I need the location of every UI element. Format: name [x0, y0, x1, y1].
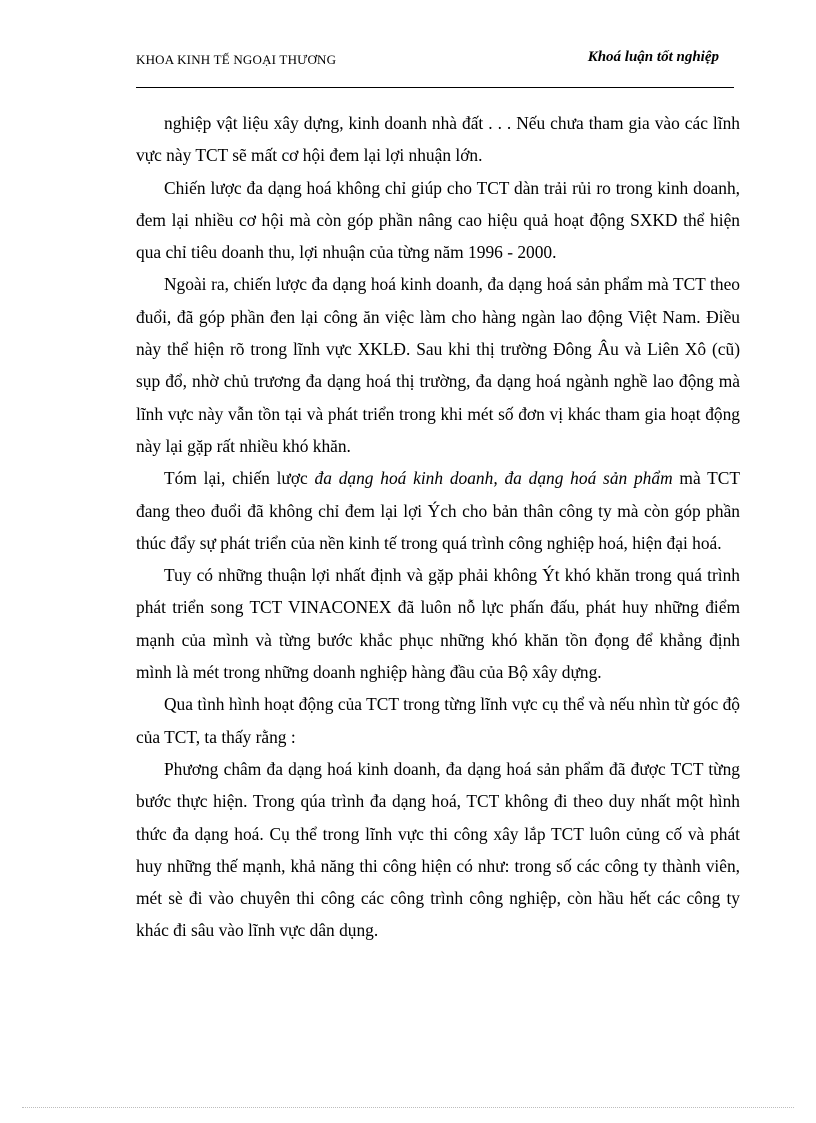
- header-thesis-label: Khoá luận tốt nghiệp: [587, 49, 719, 65]
- paragraph-continuation: [136, 107, 740, 172]
- paragraph: [136, 753, 740, 947]
- paragraph-text-before: Tóm lại, chiến lược: [164, 468, 315, 489]
- paragraph: [136, 559, 740, 688]
- paragraph-text: Tuy có những thuận lợi nhất định và gặp phải không Ýt khó khăn trong quá trình phát triển song TCT VINACONEX đã luôn nỗ lực phấn đấu, phát huy những điểm mạnh của mình và từng bước khắc phục những khó khăn tồn đọng để khẳng định mình là mét trong những doanh nghiệp hàng đầu của Bộ xây dựng.: [136, 565, 740, 683]
- paragraph: [136, 172, 740, 269]
- paragraph-text: Ngoài ra, chiến lược đa dạng hoá kinh doanh, đa dạng hoá sản phẩm mà TCT theo đuổi, đã góp phần đen lại công ăn việc làm cho hàng ngàn lao động Việt Nam. Điều này thể hiện rõ trong lĩnh vực XKLĐ. Sau khi thị trường Đông Âu và Liên Xô (cũ) sụp đổ, nhờ chủ trương đa dạng hoá thị trường, đa dạng hoá ngành nghề lao động mà lĩnh vực này vẫn tồn tại và phát triển trong khi mét số đơn vị khác tham gia hoạt động này lại gặp rất nhiều khó khăn.: [136, 274, 740, 456]
- paragraph-text-after: mà TCT đang theo đuổi đã không chỉ đem lại lợi Ých cho bản thân công ty mà còn góp phần thúc đẩy sự phát triển của nền kinh tế trong quá trình công nghiệp hoá, hiện đại hoá.: [136, 468, 740, 553]
- document-body: [136, 107, 740, 947]
- paragraph: [136, 688, 740, 753]
- paragraph-text: Chiến lược đa dạng hoá không chỉ giúp cho TCT dàn trải rủi ro trong kinh doanh, đem lại nhiều cơ hội mà còn góp phần nâng cao hiệu quả hoạt động SXKD thể hiện qua chỉ tiêu doanh thu, lợi nhuận của từng năm 1996 - 2000.: [136, 177, 740, 263]
- paragraph-text: nghiệp vật liệu xây dựng, kinh doanh nhà đất . . . Nếu chưa tham gia vào các lĩnh vực này TCT sẽ mất cơ hội đem lại lợi nhuận lớn.: [136, 113, 740, 166]
- footer-dotted-line: [22, 1107, 794, 1108]
- header-divider: [136, 87, 734, 88]
- paragraph-text: Phương châm đa dạng hoá kinh doanh, đa dạng hoá sản phẩm đã được TCT từng bước thực hiện. Trong qúa trình đa dạng hoá, TCT không đi theo duy nhất một hình thức đa dạng hoá. Cụ thể trong lĩnh vực thi công xây lắp TCT luôn củng cố và phát huy những thế mạnh, khả năng thi công hiện có như: trong số các công ty thành viên, mét sè đi vào chuyên thi công các công trình công nghiệp, còn hầu hết các công ty khác đi sâu vào lĩnh vực dân dụng.: [136, 758, 740, 941]
- paragraph-summary: [136, 462, 740, 559]
- paragraph-text: Qua tình hình hoạt động của TCT trong từng lĩnh vực cụ thể và nếu nhìn từ góc độ của TCT, ta thấy rằng :: [136, 694, 740, 747]
- paragraph-text-italic: đa dạng hoá kinh doanh, đa dạng hoá sản phẩm: [314, 468, 673, 489]
- header-faculty-name: KHOA KINH TẾ NGOẠI THƯƠNG: [136, 52, 337, 67]
- page-header: [136, 49, 719, 71]
- paragraph: [136, 268, 740, 462]
